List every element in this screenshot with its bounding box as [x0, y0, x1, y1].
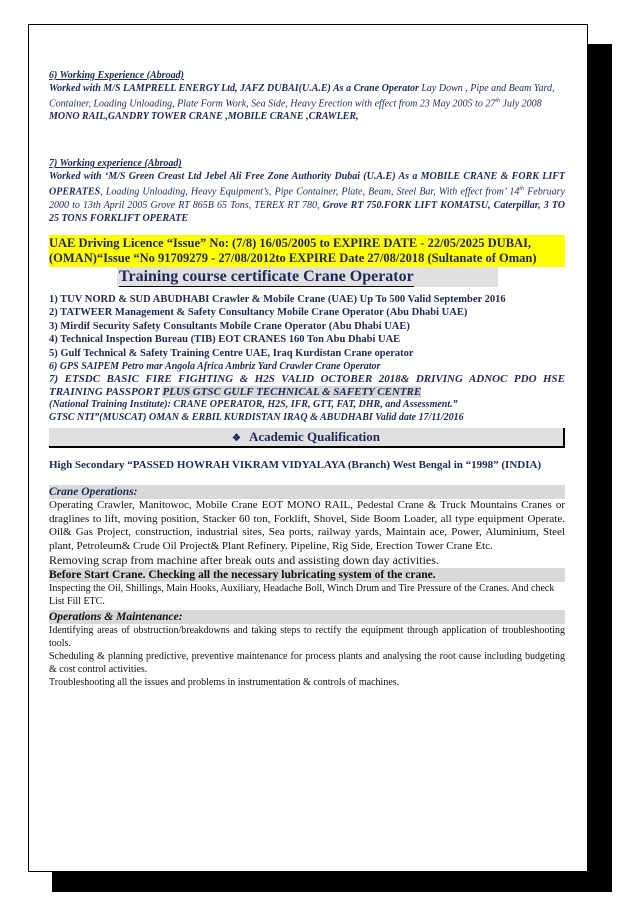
training-item: 1) TUV NORD & SUD ABUDHABI Crawler & Mobile Crane (UAE) Up To 500 Valid September 2016 [49, 293, 506, 305]
training-item: 4) Technical Inspection Bureau (TIB) EOT CRANES 160 Ton Abu Dhabi UAE [49, 334, 401, 346]
crane-ops-before: Before Start Crane. Checking all the necessary lubricating system of the crane. [49, 568, 565, 582]
driving-licence [49, 235, 565, 267]
training-item-7-gtsc: GTSC NTI”(MUSCAT) OMAN & ERBIL KURDISTAN IRAQ & ABUDHABI Valid date 17/11/2016 [49, 411, 464, 423]
academic-header [49, 428, 565, 448]
crane-ops-inspect: Inspecting the Oil, Shillings, Main Hooks, Auxiliary, Headache Boll, Winch Drum and Tire Pressure of the Cranes. And check List Fill ETC. [49, 583, 555, 608]
academic-text: High Secondary “PASSED HOWRAH VIKRAM VIDYALAYA (Branch) West Bengal in “1998” (INDIA) [49, 459, 542, 472]
training-title: Training course certificate Crane Operator [117, 267, 498, 287]
training-item-7-institute: (National Training Institute): CRANE OPERATOR, H2S, IFR, GTT, FAT, DHR, and Assessment.” [49, 399, 458, 411]
we6-heading: 6) Working Experience (Abroad) [49, 70, 184, 81]
diamond-bullet-icon: ❖ [231, 433, 241, 445]
we7-body: Worked with ‘M/S Green Creast Ltd Jebel Ali Free Zone Authority Dubai (U.A.E) As a MOBILE CRANE & FORK LIFT OPERATES, Loading Unloading, Heavy Equipment’s, Pipe Container, Plate, Beam, Steel Bar, With effect from’ 14th February 2000 to 13th April 2005 Grove RT 865B 65 Tons, TEREX RT 780, Grove RT 750.FORK LIFT KOMATSU, Caterpillar, 3 TO 25 TONS FORKLIFT OPERATE [49, 171, 565, 224]
maint-heading: Operations & Maintenance: [49, 610, 565, 624]
training-item: 3) Mirdif Security Safety Consultants Mobile Crane Operator (Abu Dhabi UAE) [49, 320, 410, 332]
crane-ops-scrap: Removing scrap from machine after break outs and assisting down day activities. [49, 553, 439, 568]
training-item: 2) TATWEER Management & Safety Consultancy Mobile Crane Operator (Abu Dhabi UAE) [49, 307, 468, 319]
training-item-6: 6) GPS SAIPEM Petro mar Angola Africa Ambriz Yard Crawler Crane Operator [49, 361, 381, 373]
crane-ops-text: Operating Crawler, Manitowoc, Mobile Crane EOT MONO RAIL, Pedestal Crane & Truck Mountains Cranes or draglines to lift, moving position, Stacker 60 ton, Forklift, Shovel, Side Boom Loader, all type equipment Operate. Oil& Gas Project, construction, industrial sites, Sea ports, railway yards, Maintain ace, Power, Aluminium, Steel plant, Petroleum& Crude Oil Project& Plant Refinery. Pipeline, Rig Side, Erection Tower Crane Etc. [49, 499, 565, 552]
training-item: 5) Gulf Technical & Safety Training Centre UAE, Iraq Kurdistan Crane operator [49, 347, 414, 359]
we7-heading: 7) Working experience (Abroad) [49, 158, 182, 170]
maint-p3: Troubleshooting all the issues and problems in instrumentation & controls of machines. [49, 677, 400, 689]
training-item-7: 7) ETSDC BASIC FIRE FIGHTING & H2S VALID OCTOBER 2018& DRIVING ADNOC PDO HSE TRAINING PASSPORT PLUS GTSC GULF TECHNICAL & SAFETY CENTRE [49, 373, 565, 399]
we6-body: Worked with M/S LAMPRELL ENERGY Ltd, JAFZ DUBAI(U.A.E) As a Crane Operator Lay Down , Pipe and Beam Yard, Container, Loading Unloading, Plate Form Work, Sea Side, Heavy Erection with effect from 23 May 2005 to 27th July 2008 MONO RAIL,GANDRY TOWER CRANE ,MOBILE CRANE ,CRAWLER, [49, 83, 555, 123]
academic-title: Academic Qualification [248, 429, 381, 445]
training-list [49, 293, 565, 361]
document-page [28, 24, 588, 872]
page-content [49, 69, 565, 689]
maint-p1: Identifying areas of obstruction/breakdowns and taking steps to rectify the equipment through application of troubleshooting tools. [49, 625, 565, 650]
licence-line1: UAE Driving Licence “Issue” No: (7/8) 16/05/2005 to EXPIRE DATE - 22/05/2025 DUBAI, [49, 235, 532, 250]
crane-ops-heading: Crane Operations: [49, 485, 565, 499]
licence-line2: (OMAN)“Issue “No 91709279 - 27/08/2012to EXPIRE Date 27/08/2018 (Sultanate of Oman) [49, 251, 537, 266]
training-header [49, 267, 565, 287]
maint-p2: Scheduling & planning predictive, preventive maintenance for process plants and analysing the root cause including budgeting & cost control activities. [49, 651, 565, 676]
